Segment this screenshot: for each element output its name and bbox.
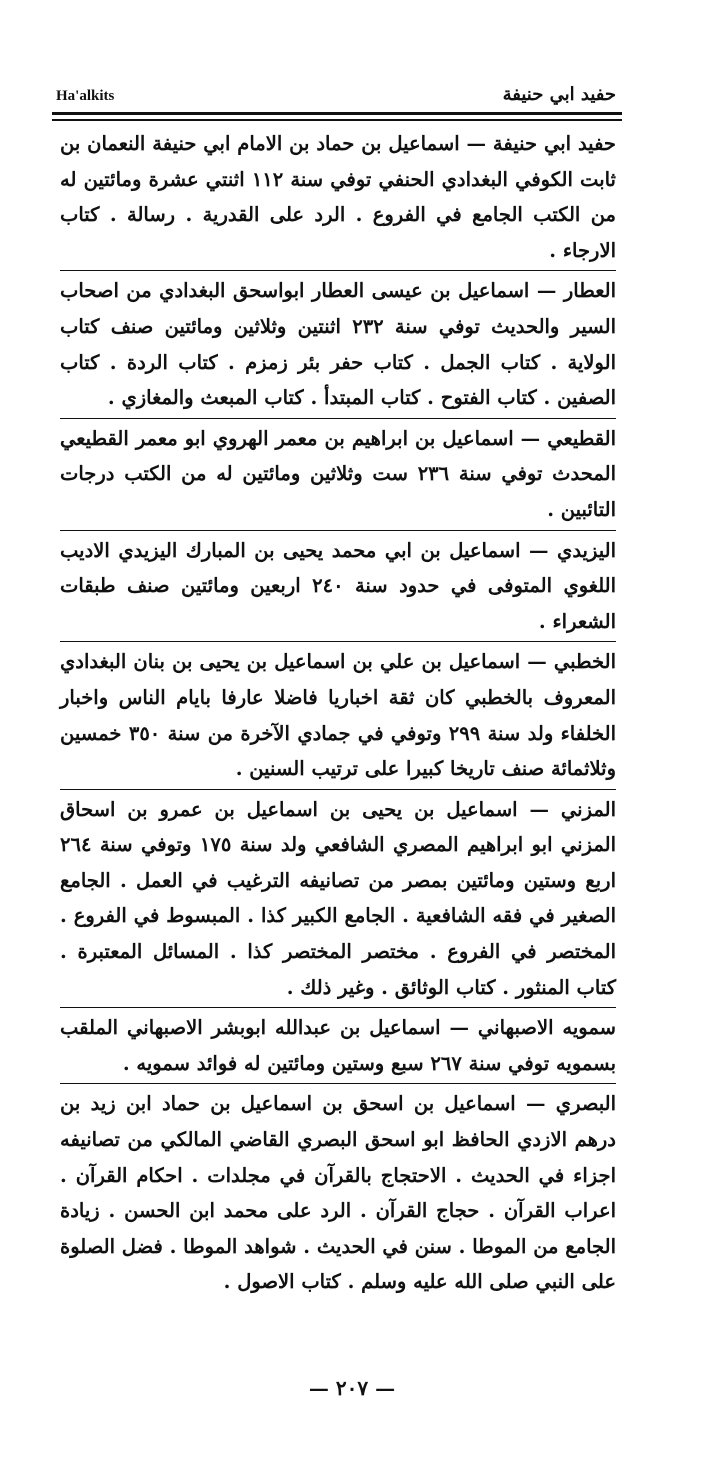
page-body: [60, 126, 616, 1300]
header-rule-thin: [52, 119, 622, 121]
header-left-text: Ha'alkits: [56, 88, 115, 104]
entry-al-qatii: القطيعي — اسماعيل بن ابراهيم بن معمر الهروي ابو معمر القطيعي المحدث توفي سنة ٢٣٦ ست وثلاثين ومائتين له من الكتب درجات التائبين .: [60, 426, 616, 521]
page-number: — ٢٠٧ —: [308, 1376, 396, 1400]
entry-divider: [60, 1007, 616, 1008]
entry-hafid-abi-hanifa: حفيد ابي حنيفة — اسماعيل بن حماد بن الامام ابي حنيفة النعمان بن ثابت الكوفي البغدادي الحنفي توفي سنة ١١٢ اثنتي عشرة ومائتين له من الكتب الجامع في الفروع . الرد على القدرية . رسالة . كتاب الارجاء .: [60, 132, 616, 262]
entry-divider: [60, 530, 616, 531]
running-header: [56, 82, 616, 112]
entry-al-yazidi: اليزيدي — اسماعيل بن ابي محمد يحيى بن المبارك اليزيدي الاديب اللغوي المتوفى في حدود سنة ٢٤٠ اربعين ومائتين صنف طبقات الشعراء .: [60, 538, 617, 633]
entry-divider: [60, 1083, 616, 1084]
entry-al-basri: البصري — اسماعيل بن اسحق بن اسماعيل بن حماد ابن زيد بن درهم الازدي الحافظ ابو اسحق البصري القاضي المالكي من تصانيفه اجزاء في الحديث . الاحتجاج بالقرآن في مجلدات . احكام القرآن . اعراب القرآن . حجاج القرآن . الرد على محمد ابن الحسن . زيادة الجامع من الموطا . سنن في الحديث . شواهد الموطا . فضل الصلوة على النبي صلى الله عليه وسلم . كتاب الاصول .: [60, 1092, 616, 1294]
entry-al-khutabi: الخطبي — اسماعيل بن علي بن اسماعيل بن يحيى بن بنان البغدادي المعروف بالخطبي كان ثقة اخباريا فاضلا عارفا بايام الناس واخبار الخلفاء ولد سنة ٢٩٩ وتوفي في جمادي الآخرة من سنة ٣٥٠ خمسين وثلاثمائة صنف تاريخا كبيرا على ترتيب السنين .: [60, 650, 617, 781]
entry-divider: [60, 641, 616, 642]
entry-divider: [60, 418, 616, 419]
entry-samawayh: سمويه الاصبهاني — اسماعيل بن عبدالله ابوبشر الاصبهاني الملقب بسمويه توفي سنة ٢٦٧ سبع وستين ومائتين له فوائد سمويه .: [60, 1016, 616, 1075]
entry-divider: [60, 789, 616, 790]
header-title: حفيد ابي حنيفة: [502, 84, 616, 105]
header-rule-thick: [52, 112, 622, 115]
entry-divider: [60, 270, 616, 271]
entry-al-muzani: المزني — اسماعيل بن يحيى بن اسماعيل بن عمرو بن اسحاق المزني ابو ابراهيم المصري الشافعي ولد سنة ١٧٥ وتوفي سنة ٢٦٤ اربع وستين ومائتين بمصر من تصانيفه الترغيب في العمل . الجامع الصغير في فقه الشافعية . الجامع الكبير كذا . المبسوط في الفروع . المختصر في الفروع . مختصر المختصر كذا . المسائل المعتبرة . كتاب المنثور . كتاب الوثائق . وغير ذلك .: [60, 797, 616, 999]
entry-al-attar: العطار — اسماعيل بن عيسى العطار ابواسحق البغدادي من اصحاب السير والحديث توفي سنة ٢٣٢ اثنتين وثلاثين ومائتين صنف كتاب الولاية . كتاب الجمل . كتاب حفر بئر زمزم . كتاب الردة . كتاب الصفين . كتاب الفتوح . كتاب المبتدأ . كتاب المبعث والمغازي .: [60, 279, 617, 410]
